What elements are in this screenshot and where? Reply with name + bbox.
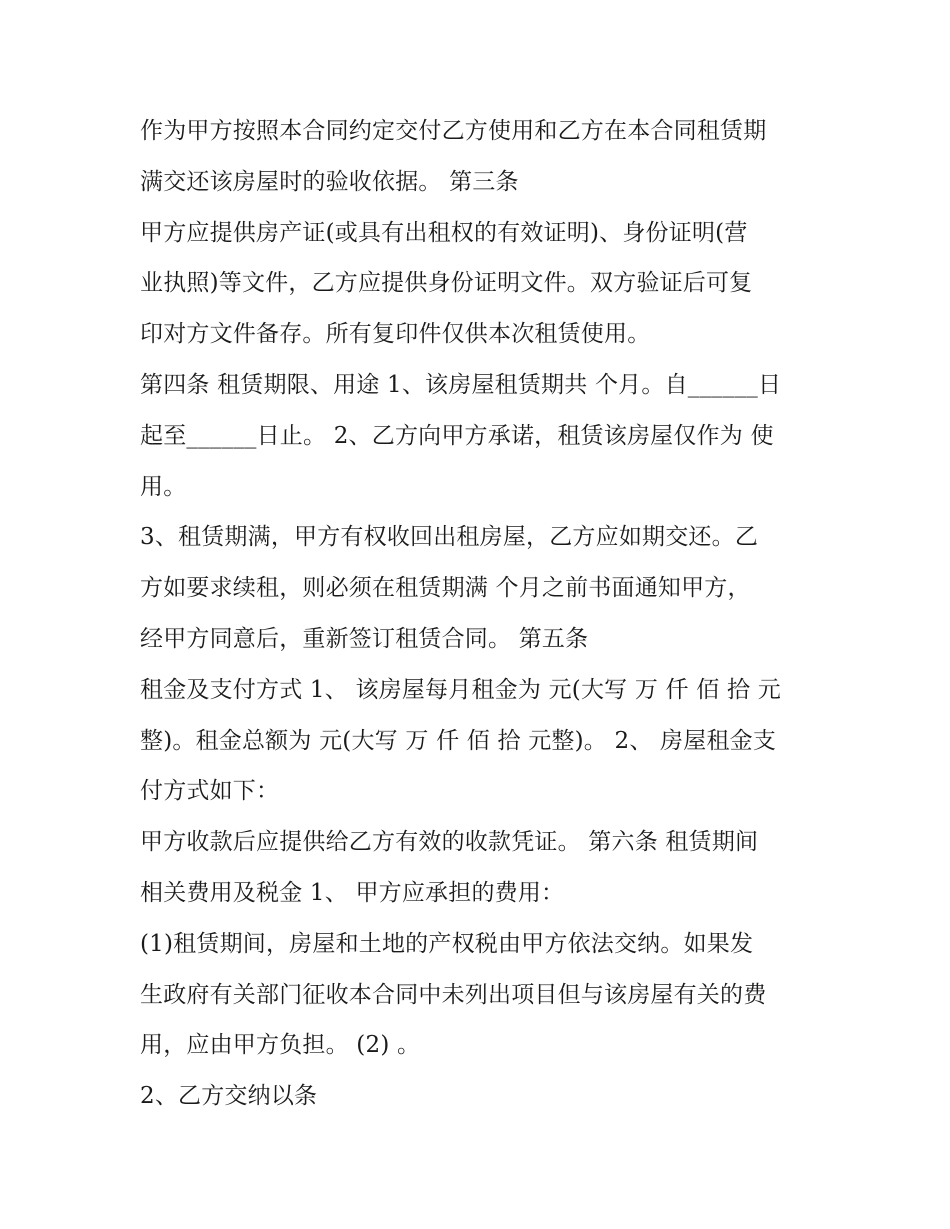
text-line: 方如要求续租，则必须在租赁期满 个月之前书面通知甲方， xyxy=(140,575,751,602)
text-line: 相关费用及税金 1、 甲方应承担的费用： xyxy=(140,879,565,906)
text-line: 用，应由甲方负担。 (2) 。 xyxy=(140,1032,421,1059)
text-line: 第四条 租赁期限、用途 1、该房屋租赁期共 个月。自______日 xyxy=(140,371,782,398)
text-line: 甲方收款后应提供给乙方有效的收款凭证。 第六条 租赁期间 xyxy=(140,829,759,856)
text-line: 整)。租金总额为 元(大写 万 仟 佰 拾 元整)。 2、 房屋租金支 xyxy=(140,727,777,754)
text-line: 生政府有关部门征收本合同中未列出项目但与该房屋有关的费 xyxy=(140,981,767,1008)
text-line: 3、租赁期满，甲方有权收回出租房屋，乙方应如期交还。乙 xyxy=(140,524,759,551)
text-line: 用。 xyxy=(140,473,187,500)
text-line: 付方式如下： xyxy=(140,778,280,805)
text-line: 印对方文件备存。所有复印件仅供本次租赁使用。 xyxy=(140,321,651,348)
text-line: 业执照)等文件，乙方应提供身份证明文件。双方验证后可复 xyxy=(140,270,753,297)
text-line: 经甲方同意后，重新签订租赁合同。 第五条 xyxy=(140,625,589,652)
text-line: (1)租赁期间，房屋和土地的产权税由甲方依法交纳。如果发 xyxy=(140,930,754,957)
document-body xyxy=(140,106,820,1122)
text-line: 租金及支付方式 1、 该房屋每月租金为 元(大写 万 仟 佰 拾 元 xyxy=(140,676,781,703)
text-line: 2、乙方交纳以条 xyxy=(140,1083,318,1110)
text-line: 甲方应提供房产证(或具有出租权的有效证明)、身份证明(营 xyxy=(140,219,748,246)
text-line: 起至______日止。 2、乙方向甲方承诺，租赁该房屋仅作为 使 xyxy=(140,422,774,449)
text-line: 作为甲方按照本合同约定交付乙方使用和乙方在本合同租赁期 xyxy=(140,118,767,144)
text-line: 满交还该房屋时的验收依据。 第三条 xyxy=(140,168,519,195)
